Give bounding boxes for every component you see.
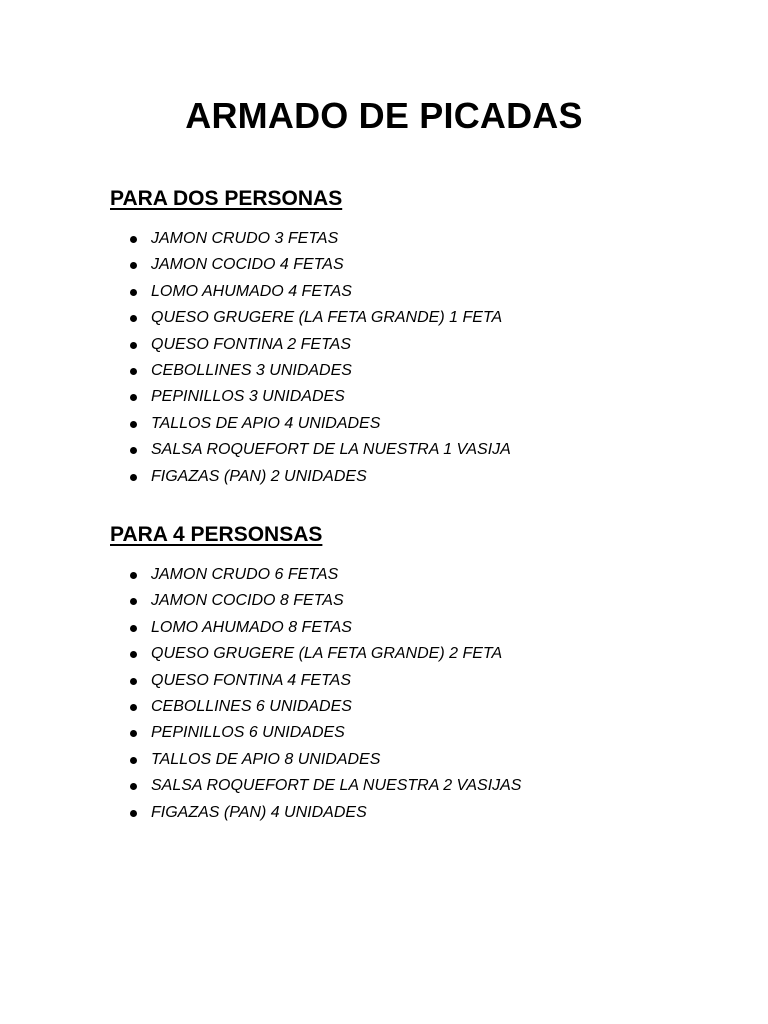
list-item-text: JAMON CRUDO 3 FETAS	[151, 230, 339, 247]
list-item	[130, 279, 511, 305]
bullet-icon	[130, 262, 137, 269]
bullet-icon	[130, 421, 137, 428]
list-item-text: QUESO FONTINA 4 FETAS	[151, 671, 352, 689]
bullet-icon	[130, 651, 137, 658]
section-heading-four-people: PARA 4 PERSONSAS	[110, 523, 323, 546]
bullet-icon	[130, 572, 137, 579]
bullet-icon	[130, 598, 137, 605]
list-item	[130, 437, 511, 463]
list-item-text: FIGAZAS (PAN) 4 UNIDADES	[151, 803, 367, 821]
ingredient-list-four-people	[130, 562, 521, 826]
list-item-text: FIGAZAS (PAN) 2 UNIDADES	[151, 467, 367, 485]
list-item-text: SALSA ROQUEFORT DE LA NUESTRA 1 VASIJA	[151, 441, 511, 459]
list-item	[130, 800, 521, 826]
bullet-icon	[130, 730, 137, 737]
list-item	[130, 720, 521, 746]
bullet-icon	[130, 368, 137, 375]
list-item-text: TALLOS DE APIO 8 UNIDADES	[151, 750, 381, 768]
section-heading-two-people: PARA DOS PERSONAS	[110, 187, 343, 210]
list-item	[130, 305, 511, 331]
ingredient-list-two-people	[130, 226, 511, 490]
list-item-text: PEPINILLOS 3 UNIDADES	[151, 388, 345, 406]
list-item	[130, 773, 521, 799]
bullet-icon	[130, 783, 137, 790]
list-item-text: JAMON COCIDO 4 FETAS	[151, 256, 344, 274]
list-item-text: TALLOS DE APIO 4 UNIDADES	[151, 414, 381, 432]
bullet-icon	[130, 625, 137, 632]
list-item	[130, 747, 521, 773]
list-item	[130, 411, 511, 437]
bullet-icon	[130, 289, 137, 296]
bullet-icon	[130, 342, 137, 349]
bullet-icon	[130, 236, 137, 243]
list-item-text: JAMON COCIDO 8 FETAS	[151, 592, 344, 610]
list-item	[130, 358, 511, 384]
list-item	[130, 562, 521, 588]
list-item	[130, 694, 521, 720]
list-item	[130, 226, 511, 252]
list-item-text: PEPINILLOS 6 UNIDADES	[151, 724, 345, 742]
list-item	[130, 332, 511, 358]
bullet-icon	[130, 810, 137, 817]
list-item-text: CEBOLLINES 3 UNIDADES	[151, 361, 352, 379]
list-item-text: LOMO AHUMADO 8 FETAS	[151, 618, 352, 636]
bullet-icon	[130, 704, 137, 711]
list-item	[130, 252, 511, 278]
bullet-icon	[130, 757, 137, 764]
list-item	[130, 615, 521, 641]
list-item	[130, 641, 521, 667]
list-item	[130, 464, 511, 490]
bullet-icon	[130, 315, 137, 322]
list-item	[130, 588, 521, 614]
bullet-icon	[130, 474, 137, 481]
bullet-icon	[130, 447, 137, 454]
list-item-text: QUESO GRUGERE (LA FETA GRANDE) 1 FETA	[151, 309, 503, 327]
list-item	[130, 384, 511, 410]
bullet-icon	[130, 394, 137, 401]
list-item-text: LOMO AHUMADO 4 FETAS	[151, 282, 352, 300]
list-item-text: QUESO FONTINA 2 FETAS	[151, 335, 352, 353]
document-title: ARMADO DE PICADAS	[185, 95, 583, 136]
bullet-icon	[130, 678, 137, 685]
list-item-text: CEBOLLINES 6 UNIDADES	[151, 697, 352, 715]
list-item	[130, 668, 521, 694]
list-item-text: SALSA ROQUEFORT DE LA NUESTRA 2 VASIJAS	[151, 777, 522, 795]
list-item-text: QUESO GRUGERE (LA FETA GRANDE) 2 FETA	[151, 645, 503, 663]
list-item-text: JAMON CRUDO 6 FETAS	[151, 566, 339, 583]
